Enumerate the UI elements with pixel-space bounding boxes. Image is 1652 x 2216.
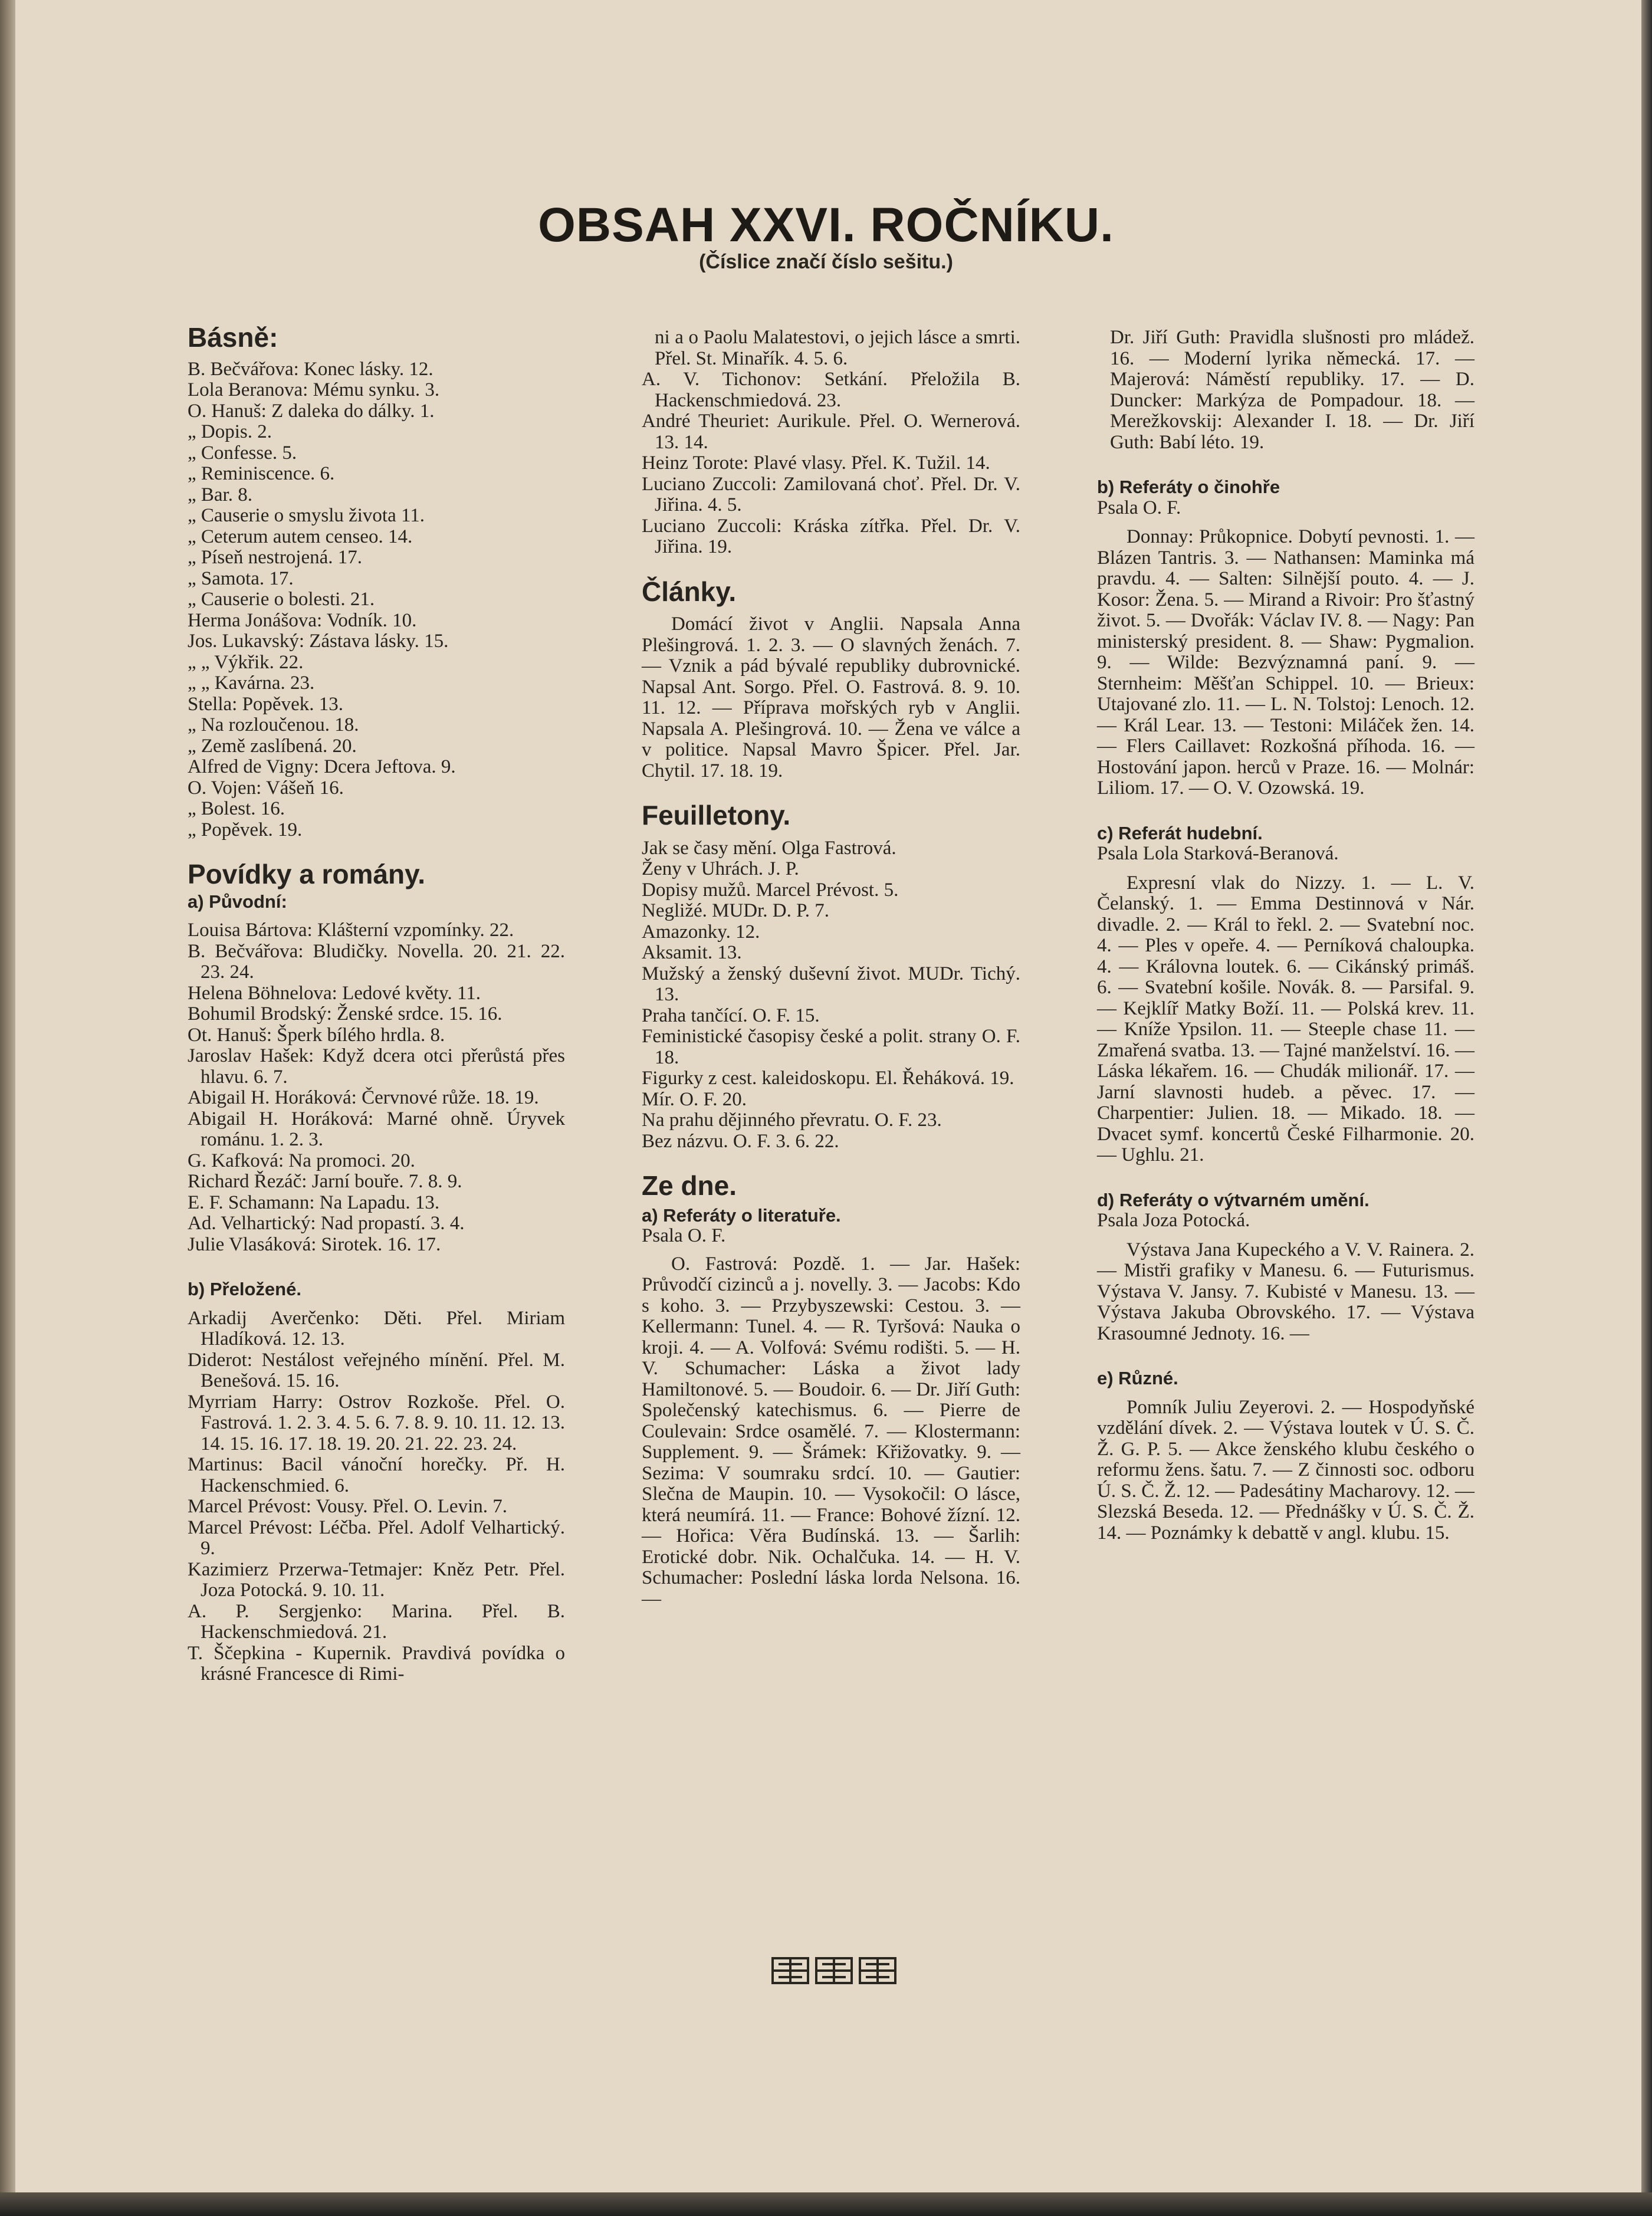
book-spine-edge: [0, 0, 15, 2216]
list-item: Bohumil Brodský: Ženské srdce. 15. 16.: [188, 1003, 503, 1025]
list-item: Mír. O. F. 20.: [642, 1088, 747, 1110]
list-item: E. F. Schamann: Na Lapadu. 13.: [188, 1191, 440, 1213]
list-item: Ad. Velhartický: Nad propastí. 3. 4.: [188, 1213, 465, 1234]
list-item: „ Causerie o bolesti. 21.: [188, 589, 375, 610]
list-item: O. Hanuš: Z daleka do dálky. 1.: [188, 400, 435, 422]
list-item: Richard Řezáč: Jarní bouře. 7. 8. 9.: [188, 1171, 462, 1192]
list-item: Figurky z cest. kaleidoskopu. El. Řeháková. 19.: [642, 1068, 1014, 1089]
referaty-cinohra-author: Psala O. F.: [1097, 497, 1181, 518]
list-item: Myrriam Harry: Ostrov Rozkoše. Přel. O. Fastrová. 1. 2. 3. 4. 5. 6. 7. 8. 9. 10. 11. 12. 13. 14. 15. 16. 17. 18. 19. 20. 21. 22. 23. 24.: [188, 1391, 565, 1455]
prelozene-continuation-list: [642, 327, 1020, 558]
list-item: O. Vojen: Vášeň 16.: [188, 777, 344, 799]
page-right-edge: [1641, 0, 1652, 2216]
referaty-literatura-continuation: Dr. Jiří Guth: Pravidla slušnosti pro mládež. 16. — Moderní lyrika německá. 17. — Majerová: Náměstí republiky. 17. — D. Duncker: Markýza de Pompadour. 18. — Merežkovskij: Alexander I. 18. — Dr. Jiří Guth: Babí léto. 19.: [1110, 327, 1474, 453]
column-middle: [642, 327, 1020, 1610]
list-item: Julie Vlasáková: Sirotek. 16. 17.: [188, 1233, 441, 1255]
subheading-vytvarne-umeni: d) Referáty o výtvarném umění.: [1097, 1189, 1369, 1210]
referat-hudebni-text: Expresní vlak do Nizzy. 1. — L. V. Čelanský. 1. — Emma Destinnová v Nár. divadle. 2. — Král to řekl. 2. — Svatební noc. 4. — Ples v opeře. 4. — Perníková chaloupka. 4. — Královna loutek. 6. — Cikánský primáš. 6. — Svatební košile. Novák. 8. — Parsifal. 9. — Kejklíř Matky Boží. 11. — Polská krev. 11. — Kníže Ypsilon. 11. — Steeple chase 11. — Zmařená svatba. 13. — Tajné manželství. 16. — Láska lékařem. 16. — Chudák milionář. 17. — Jarní slavnosti hudeb. a pěvec. 17. — Charpentier: Julien. 18. — Mikado. 18. — Dvacet symf. koncertů České Filharmonie. 20. — Ughlu. 21.: [1097, 872, 1474, 1166]
section-heading-basne: Básně:: [188, 322, 278, 353]
list-item: Jak se časy mění. Olga Fastrová.: [642, 837, 896, 859]
list-item: G. Kafková: Na promoci. 20.: [188, 1150, 415, 1171]
page-subtitle: (Číslice značí číslo sešitu.): [699, 251, 953, 273]
list-item: „ Causerie o smyslu života 11.: [188, 505, 425, 526]
list-item: Mužský a ženský duševní život. MUDr. Tichý. 13.: [642, 963, 1020, 1005]
list-item: „ Confesse. 5.: [188, 442, 297, 464]
page-title: OBSAH XXVI. ROČNÍKU.: [538, 198, 1114, 252]
list-item: „ Bolest. 16.: [188, 798, 285, 819]
clanky-text: Domácí život v Anglii. Napsala Anna Plešingrová. 1. 2. 3. — O slavných ženách. 7. — Vznik a pád bývalé republiky dubrovnické. Napsal Ant. Sorgo. Přel. O. Fastrová. 8. 9. 10. 11. 12. — Příprava mořských ryb v Anglii. Napsala A. Plešingrová. 10. — Žena ve válce a v politice. Napsal Mavro Špicer. Přel. Jar. Chytil. 17. 18. 19.: [642, 613, 1020, 782]
vytvarne-umeni-author: Psala Joza Potocká.: [1097, 1210, 1250, 1231]
list-item: Arkadij Averčenko: Děti. Přel. Miriam Hladíková. 12. 13.: [188, 1307, 565, 1350]
subheading-referaty-literatura: a) Referáty o literatuře.: [642, 1204, 841, 1226]
list-item: Feministické časopisy české a polit. strany O. F. 18.: [642, 1026, 1020, 1068]
list-item: Na prahu dějinného převratu. O. F. 23.: [642, 1109, 942, 1131]
decorative-ornament: [771, 1956, 896, 1985]
list-item: „ Samota. 17.: [188, 567, 294, 589]
section-heading-feuilletony: Feuilletony.: [642, 800, 791, 830]
list-item: „ „ Výkřik. 22.: [188, 651, 304, 673]
list-item: André Theuriet: Aurikule. Přel. O. Wernerová. 13. 14.: [642, 411, 1020, 453]
list-item: Lola Beranova: Mému synku. 3.: [188, 379, 440, 400]
prelozene-list: [188, 1308, 565, 1685]
puvodni-list: [188, 920, 565, 1255]
list-item: Ot. Hanuš: Šperk bílého hrdla. 8.: [188, 1024, 445, 1046]
referaty-literatura-author: Psala O. F.: [642, 1225, 726, 1246]
column-right: [1097, 327, 1474, 1544]
referaty-literatura-text: O. Fastrová: Pozdě. 1. — Jar. Hašek: Průvodčí cizinců a j. novelly. 3. — Jacobs: Kdo s koho. 3. — Przybyszewski: Cestou. 3. — Kellermann: Tunel. 4. — R. Tyršová: Nauka o kroji. 4. — A. Volfová: Svému rodišti. 5. — H. V. Schumacher: Láska a život lady Hamiltonové. 5. — Boudoir. 6. — Dr. Jiří Guth: Společenský katechismus. 6. — Pierre de Coulevain: Srdce osamělé. 7. — Klostermann: Supplement. 9. — Šrámek: Křižovatky. 9. — Sezima: V soumraku srdcí. 10. — Gautier: Slečna de Maupin. 10. — Vysokočil: O lásce, která neumírá. 11. — France: Bohové žízní. 12. — Hořica: Věra Budínská. 13. — Šarlih: Erotické dobr. Nik. Ochalčuka. 14. — H. V. Schumacher: Poslední láska lorda Nelsona. 16. —: [642, 1253, 1020, 1610]
list-item: Bez názvu. O. F. 3. 6. 22.: [642, 1130, 839, 1152]
subheading-puvodni: a) Původní:: [188, 891, 287, 912]
vytvarne-umeni-text: Výstava Jana Kupeckého a V. V. Rainera. 2. — Mistři grafiky v Manesu. 6. — Futurismus. Výstava V. Jansy. 7. Kubisté v Manesu. 13. — Výstava Jakuba Obrovského. 17. — Výstava Krasoumné Jednoty. 16. —: [1097, 1239, 1474, 1344]
list-item: Louisa Bártova: Klášterní vzpomínky. 22.: [188, 920, 514, 941]
list-item: Marcel Prévost: Léčba. Přel. Adolf Velhartický. 9.: [188, 1516, 565, 1559]
list-item: Dopisy mužů. Marcel Prévost. 5.: [642, 879, 899, 901]
list-item: B. Bečvářova: Bludičky. Novella. 20. 21. 22. 23. 24.: [188, 940, 565, 983]
ornament-grid-3: [860, 1958, 895, 1983]
list-item: Negližé. MUDr. D. P. 7.: [642, 900, 830, 921]
list-item: Stella: Popěvek. 13.: [188, 693, 343, 715]
section-heading-ze-dne: Ze dne.: [642, 1170, 737, 1201]
ornament-grid-2: [816, 1958, 852, 1983]
list-item: Heinz Torote: Plavé vlasy. Přel. K. Tužil. 14.: [642, 452, 990, 474]
basne-list: [188, 359, 565, 841]
list-item: A. V. Tichonov: Setkání. Přeložila B. Hackenschmiedová. 23.: [642, 369, 1020, 411]
list-item: Abigail H. Horáková: Marné ohně. Úryvek románu. 1. 2. 3.: [188, 1108, 565, 1150]
subheading-referaty-cinohra: b) Referáty o činohře: [1097, 477, 1280, 497]
list-item: „ Ceterum autem censeo. 14.: [188, 526, 413, 547]
list-item: „ Země zaslíbená. 20.: [188, 735, 357, 757]
column-left: [188, 322, 565, 1685]
list-item: Aksamit. 13.: [642, 942, 742, 963]
list-item: „ Na rozloučenou. 18.: [188, 714, 359, 736]
list-item: „ Popěvek. 19.: [188, 819, 303, 841]
list-item: Helena Böhnelova: Ledové květy. 11.: [188, 982, 481, 1004]
list-item: Luciano Zuccoli: Kráska zítřka. Přel. Dr. V. Jiřina. 19.: [642, 515, 1020, 557]
list-item: ni a o Paolu Malatestovi, o jejich lásce a smrti. Přel. St. Minařík. 4. 5. 6.: [655, 327, 1020, 369]
ornament-grid-1: [773, 1958, 808, 1983]
list-item: B. Bečvářova: Konec lásky. 12.: [188, 358, 433, 380]
section-heading-povidky: Povídky a romány.: [188, 859, 426, 889]
list-item: Herma Jonášova: Vodník. 10.: [188, 609, 417, 631]
list-item: Praha tančící. O. F. 15.: [642, 1004, 820, 1026]
list-item: Alfred de Vigny: Dcera Jeftova. 9.: [188, 756, 456, 777]
feuilletony-list: [642, 838, 1020, 1153]
list-item: Ženy v Uhrách. J. P.: [642, 858, 799, 879]
list-item: „ Dopis. 2.: [188, 421, 272, 442]
list-item: „ Bar. 8.: [188, 484, 252, 505]
subheading-prelozene: b) Přeložené.: [188, 1279, 301, 1299]
referaty-cinohra-text: Donnay: Průkopnice. Dobytí pevnosti. 1. — Blázen Tantris. 3. — Nathansen: Maminka má pravdu. 4. — Salten: Silnější pouto. 4. — J. Kosor: Žena. 5. — Mirand a Rivoir: Pro šťastný život. 5. — Dvořák: Václav IV. 8. — Nagy: Pan ministerský president. 8. — Shaw: Pygmalion. 9. — Wilde: Bezvýznamná paní. 9. — Sternheim: Měšťan Schippel. 10. — Brieux: Utajované zlo. 11. — L. N. Tolstoj: Lenoch. 12. — Král Lear. 13. — Testoni: Miláček žen. 14. — Flers Caillavet: Rozkošná příhoda. 16. — Hostování japon. herců v Praze. 16. — Molnár: Liliom. 17. — O. V. Ozowská. 19.: [1097, 526, 1474, 799]
subheading-ruzne: e) Různé.: [1097, 1368, 1178, 1388]
list-item: Kazimierz Przerwa-Tetmajer: Kněz Petr. Přel. Joza Potocká. 9. 10. 11.: [188, 1558, 565, 1601]
section-heading-clanky: Články.: [642, 576, 737, 607]
list-item: „ Reminiscence. 6.: [188, 463, 335, 484]
list-item: Amazonky. 12.: [642, 921, 760, 943]
list-item: Diderot: Nestálost veřejného mínění. Přel. M. Benešová. 15. 16.: [188, 1349, 565, 1391]
list-item: Luciano Zuccoli: Zamilovaná choť. Přel. Dr. V. Jiřina. 4. 5.: [642, 473, 1020, 516]
page-bottom-edge: [0, 2192, 1652, 2216]
list-item: „ „ Kavárna. 23.: [188, 672, 315, 694]
list-item: Jaroslav Hašek: Když dcera otci přerůstá přes hlavu. 6. 7.: [188, 1045, 565, 1088]
list-item: A. P. Sergjenko: Marina. Přel. B. Hackenschmiedová. 21.: [188, 1600, 565, 1643]
list-item: Abigail H. Horáková: Červnové růže. 18. 19.: [188, 1087, 539, 1108]
subheading-referat-hudebni: c) Referát hudební.: [1097, 822, 1263, 843]
list-item: Jos. Lukavský: Zástava lásky. 15.: [188, 631, 449, 652]
referat-hudebni-author: Psala Lola Starková-Beranová.: [1097, 843, 1339, 864]
list-item: T. Ščepkina - Kupernik. Pravdivá povídka o krásné Francesce di Rimi-: [188, 1642, 565, 1685]
ruzne-text: Pomník Juliu Zeyerovi. 2. — Hospodyňské vzdělání dívek. 2. — Výstava loutek v Ú. S. Č. Ž. G. P. 5. — Akce ženského klubu českého o reformu žens. šatu. 7. — Z činnosti soc. odboru Ú. S. Č. Ž. 12. — Padesátiny Macharovy. 12. — Slezská Beseda. 12. — Přednášky v Ú. S. Č. Ž. 14. — Poznámky k debattě v angl. klubu. 15.: [1097, 1396, 1474, 1544]
list-item: Marcel Prévost: Vousy. Přel. O. Levin. 7.: [188, 1496, 508, 1517]
list-item: Martinus: Bacil vánoční horečky. Př. H. Hackenschmied. 6.: [188, 1454, 565, 1496]
list-item: „ Píseň nestrojená. 17.: [188, 547, 363, 568]
